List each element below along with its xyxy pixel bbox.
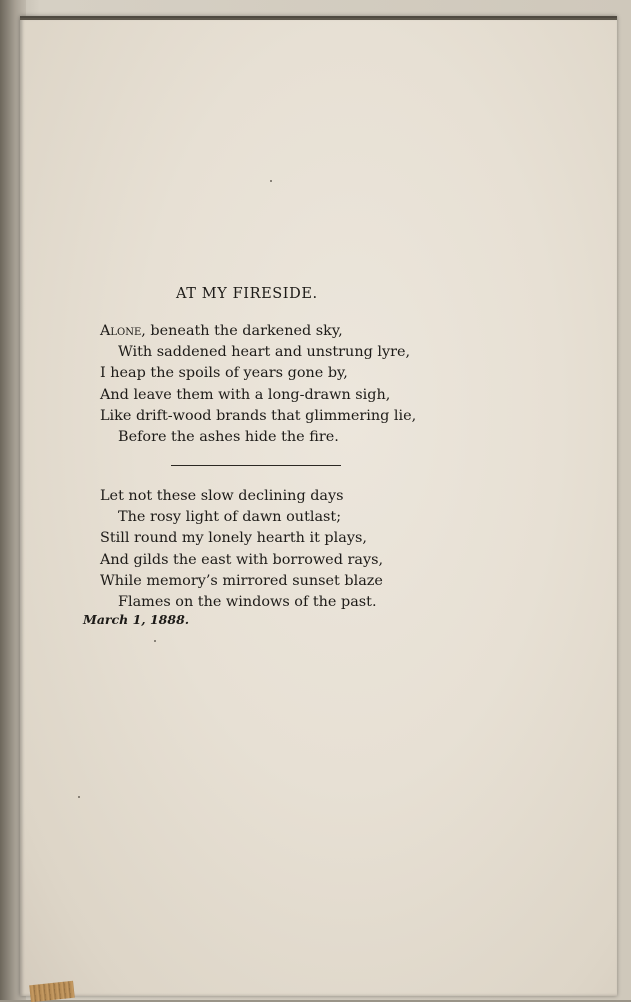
poem-line: While memory’s mirrored sunset blaze: [100, 572, 383, 589]
poem-date: March 1, 1888.: [83, 612, 190, 627]
poem-line: I heap the spoils of years gone by,: [100, 365, 348, 382]
first-line-rest: , beneath the darkened sky,: [141, 323, 343, 339]
poem-line: Still round my lonely hearth it plays,: [100, 530, 367, 547]
paper-speck: [154, 640, 156, 642]
poem-line: Let not these slow declining days: [100, 488, 344, 504]
poem-line: And leave them with a long-drawn sigh,: [100, 386, 391, 403]
opening-word: Alone: [100, 323, 142, 339]
poem-line: Like drift-wood brands that glimmering lie,: [100, 407, 417, 424]
paper-speck: [78, 796, 80, 798]
poem-line: And gilds the east with borrowed rays,: [100, 551, 384, 568]
poem-line: [100, 321, 416, 342]
poem-title: AT MY FIRESIDE.: [176, 286, 318, 302]
stanza-1: [100, 321, 416, 448]
stanza-2: [100, 486, 383, 613]
poem-line: Flames on the windows of the past.: [118, 594, 377, 611]
poem-line: Before the ashes hide the fire.: [118, 429, 339, 446]
paper-speck: [270, 180, 272, 182]
poem-line: With saddened heart and unstrung lyre,: [118, 344, 411, 361]
section-divider: [171, 465, 341, 466]
poem-line: The rosy light of dawn outlast;: [118, 509, 342, 526]
